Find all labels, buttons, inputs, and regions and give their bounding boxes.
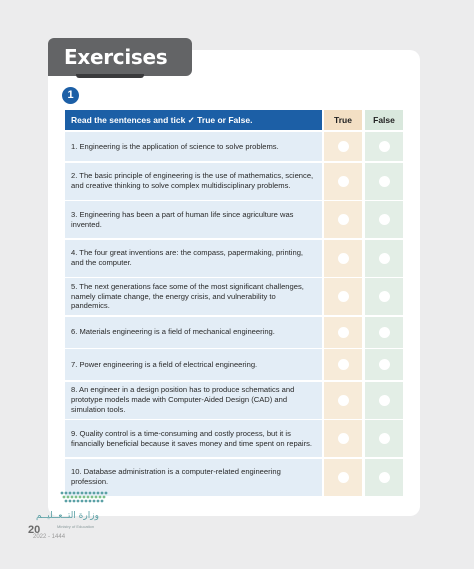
ministry-name-english: Ministry of Education xyxy=(57,524,95,529)
true-cell xyxy=(324,420,362,457)
statement-text: 9. Quality control is a time-consuming and costly process, but it is financially beneficial because it saves money and time spent on repairs. xyxy=(65,420,322,457)
false-radio[interactable] xyxy=(379,291,390,302)
false-radio[interactable] xyxy=(379,327,390,338)
true-cell xyxy=(324,459,362,496)
table-row xyxy=(65,240,403,277)
true-cell xyxy=(324,349,362,380)
true-cell xyxy=(324,317,362,348)
true-cell xyxy=(324,132,362,161)
title-underline xyxy=(76,74,144,78)
false-cell xyxy=(365,420,403,457)
section-title: Exercises xyxy=(48,38,192,76)
false-column-header: False xyxy=(365,110,403,130)
false-cell xyxy=(365,278,403,315)
edition-year: 2022 - 1444 xyxy=(33,534,66,540)
false-cell xyxy=(365,201,403,238)
false-radio[interactable] xyxy=(379,359,390,370)
false-radio[interactable] xyxy=(379,433,390,444)
statement-text: 7. Power engineering is a field of electrical engineering. xyxy=(65,349,322,380)
true-cell xyxy=(324,240,362,277)
statement-text: 5. The next generations face some of the most significant challenges, namely climate change, the energy crisis, and vulnerability to pandemics. xyxy=(65,278,322,315)
statement-text: 10. Database administration is a computer-related engineering profession. xyxy=(65,459,322,496)
table-row xyxy=(65,278,403,315)
false-radio[interactable] xyxy=(379,141,390,152)
true-radio[interactable] xyxy=(338,176,349,187)
statement-text: 4. The four great inventions are: the compass, papermaking, printing, and the computer. xyxy=(65,240,322,277)
false-cell xyxy=(365,240,403,277)
false-cell xyxy=(365,382,403,419)
table-row xyxy=(65,132,403,161)
table-row xyxy=(65,382,403,419)
true-radio[interactable] xyxy=(338,433,349,444)
false-radio[interactable] xyxy=(379,253,390,264)
true-cell xyxy=(324,382,362,419)
statement-text: 8. An engineer in a design position has to produce schematics and prototype models made with Computer-Aided Design (CAD) and simulation tools. xyxy=(65,382,322,419)
instruction-header: Read the sentences and tick ✓ True or False. xyxy=(65,110,322,130)
false-radio[interactable] xyxy=(379,176,390,187)
table-row xyxy=(65,201,403,238)
true-radio[interactable] xyxy=(338,472,349,483)
true-radio[interactable] xyxy=(338,141,349,152)
false-radio[interactable] xyxy=(379,472,390,483)
false-radio[interactable] xyxy=(379,395,390,406)
statement-text: 6. Materials engineering is a field of mechanical engineering. xyxy=(65,317,322,348)
statement-text: 2. The basic principle of engineering is the use of mathematics, science, and creative thinking to solve complex multidisciplinary problems. xyxy=(65,163,322,200)
statement-text: 1. Engineering is the application of science to solve problems. xyxy=(65,132,322,161)
false-cell xyxy=(365,163,403,200)
ministry-name-arabic: وزارة التــعــليــم xyxy=(36,511,99,521)
true-radio[interactable] xyxy=(338,359,349,370)
true-cell xyxy=(324,278,362,315)
table-row xyxy=(65,317,403,348)
table-row xyxy=(65,163,403,200)
false-cell xyxy=(365,349,403,380)
table-row xyxy=(65,349,403,380)
true-column-header: True xyxy=(324,110,362,130)
true-radio[interactable] xyxy=(338,327,349,338)
false-cell xyxy=(365,132,403,161)
true-radio[interactable] xyxy=(338,214,349,225)
false-radio[interactable] xyxy=(379,214,390,225)
false-cell xyxy=(365,317,403,348)
true-radio[interactable] xyxy=(338,395,349,406)
statement-rows xyxy=(65,132,403,497)
true-cell xyxy=(324,201,362,238)
false-cell xyxy=(365,459,403,496)
table-row xyxy=(65,420,403,457)
true-cell xyxy=(324,163,362,200)
ministry-logo-icon xyxy=(56,489,126,529)
exercise-number-badge: 1 xyxy=(62,87,79,104)
page-number: 20 xyxy=(28,524,41,536)
true-radio[interactable] xyxy=(338,291,349,302)
true-radio[interactable] xyxy=(338,253,349,264)
statement-text: 3. Engineering has been a part of human life since agriculture was invented. xyxy=(65,201,322,238)
